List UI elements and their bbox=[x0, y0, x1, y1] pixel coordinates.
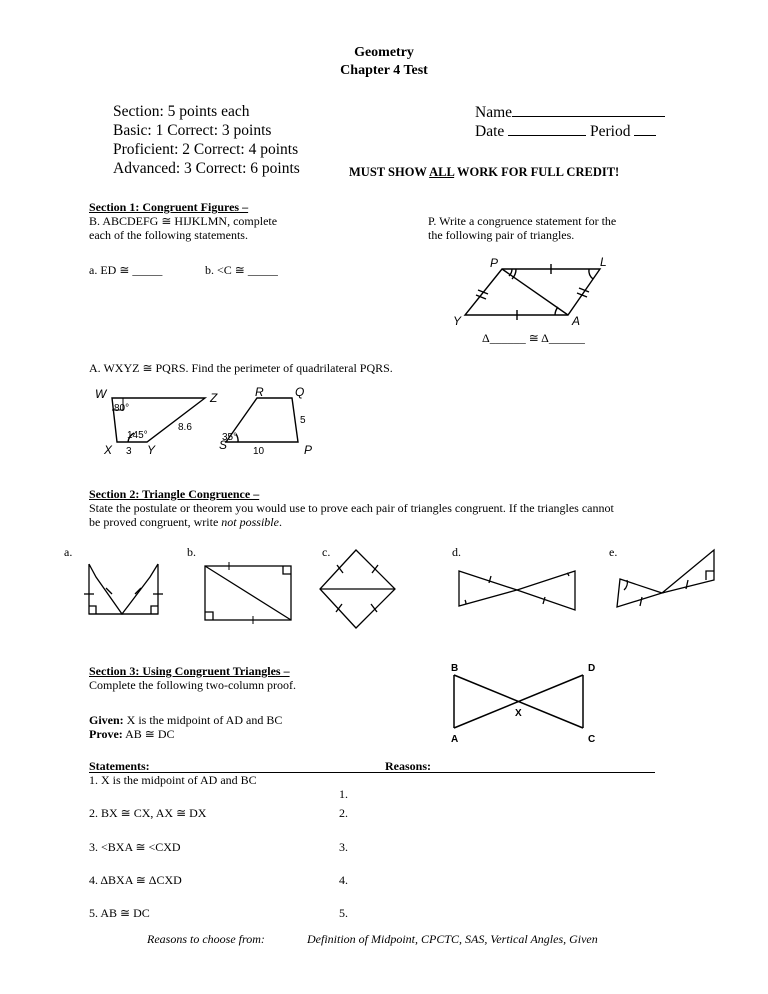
section3-instructions: Complete the following two-column proof. bbox=[89, 678, 296, 692]
vertex-label: Z bbox=[210, 391, 218, 405]
problem-label-d: d. bbox=[452, 545, 461, 559]
vertex-label: R bbox=[255, 385, 264, 399]
statements-header: Statements: bbox=[89, 759, 150, 773]
length-label: 3 bbox=[126, 446, 132, 457]
reasons-header: Reasons: bbox=[385, 759, 432, 773]
proof-reason-3[interactable]: 3. bbox=[339, 840, 348, 854]
length-label: 8.6 bbox=[178, 422, 192, 433]
page-title: Geometry bbox=[354, 45, 414, 60]
page-subtitle: Chapter 4 Test bbox=[340, 63, 428, 78]
section1-instructions: B. ABCDEFG ≅ HIJKLMN, complete bbox=[89, 214, 278, 228]
length-label: 10 bbox=[253, 446, 265, 457]
vertex-label: D bbox=[588, 663, 596, 674]
vertex-label: P bbox=[490, 256, 499, 270]
question-p-answer: Δ______ ≅ Δ______ bbox=[482, 331, 585, 345]
scoring-line: Proficient: 2 Correct: 4 points bbox=[113, 141, 299, 158]
proof-statement-5: 5. AB ≅ DC bbox=[89, 906, 150, 920]
vertex-label: Y bbox=[453, 314, 462, 328]
proof-reason-1[interactable]: 1. bbox=[339, 787, 348, 801]
proof-reason-5[interactable]: 5. bbox=[339, 906, 348, 920]
vertex-label: Q bbox=[295, 385, 305, 399]
section2-heading: Section 2: Triangle Congruence – bbox=[89, 487, 260, 501]
question-a-prompt: A. WXYZ ≅ PQRS. Find the perimeter of quadrilateral PQRS. bbox=[89, 361, 393, 375]
section2-instructions: State the postulate or theorem you would use to prove each pair of triangles congruent. If the triangles cannot bbox=[89, 501, 614, 515]
length-label: 5 bbox=[300, 415, 306, 426]
proof-statement-1: 1. X is the midpoint of AD and BC bbox=[89, 773, 257, 787]
vertex-label: L bbox=[600, 255, 607, 269]
reasons-choose-list: Definition of Midpoint, CPCTC, SAS, Vertical Angles, Given bbox=[307, 932, 598, 946]
question-p-prompt: the following pair of triangles. bbox=[428, 228, 575, 242]
problem-label-c: c. bbox=[322, 545, 331, 559]
proof-reason-2[interactable]: 2. bbox=[339, 806, 348, 820]
section2-instructions: be proved congruent, write not possible. bbox=[89, 515, 282, 529]
problem-label-a: a. bbox=[64, 545, 73, 559]
scoring-line: Section: 5 points each bbox=[113, 103, 250, 120]
vertex-label: C bbox=[588, 734, 596, 745]
angle-label: 145° bbox=[127, 430, 148, 441]
proof-statement-4: 4. ΔBXA ≅ ΔCXD bbox=[89, 873, 182, 887]
section1-heading: Section 1: Congruent Figures – bbox=[89, 200, 249, 214]
vertex-label: B bbox=[451, 663, 459, 674]
period-label: Period bbox=[590, 123, 631, 140]
work-notice: MUST SHOW ALL WORK FOR FULL CREDIT! bbox=[349, 165, 620, 179]
vertex-label: S bbox=[219, 438, 228, 452]
proof-statement-3: 3. <BXA ≅ <CXD bbox=[89, 840, 181, 854]
vertex-label: W bbox=[95, 387, 107, 401]
question-p-prompt: P. Write a congruence statement for the bbox=[428, 214, 617, 228]
proof-statement-2: 2. BX ≅ CX, AX ≅ DX bbox=[89, 806, 207, 820]
proof-reason-4[interactable]: 4. bbox=[339, 873, 348, 887]
prove-line: Prove: AB ≅ DC bbox=[89, 727, 175, 741]
problem-label-b: b. bbox=[187, 545, 196, 559]
vertex-label: Y bbox=[147, 443, 156, 457]
vertex-label: P bbox=[304, 443, 313, 457]
question-1a: a. ED ≅ _____ bbox=[89, 263, 163, 277]
vertex-label: A bbox=[451, 734, 459, 745]
date-label: Date bbox=[475, 123, 505, 140]
vertex-label: X bbox=[104, 443, 113, 457]
question-1b: b. <C ≅ _____ bbox=[205, 263, 278, 277]
scoring-line: Basic: 1 Correct: 3 points bbox=[113, 122, 272, 139]
angle-label: 80° bbox=[114, 403, 130, 414]
problem-label-e: e. bbox=[609, 545, 618, 559]
given-line: Given: X is the midpoint of AD and BC bbox=[89, 713, 283, 727]
section3-heading: Section 3: Using Congruent Triangles – bbox=[89, 664, 290, 678]
scoring-line: Advanced: 3 Correct: 6 points bbox=[113, 160, 300, 177]
section1-instructions: each of the following statements. bbox=[89, 228, 248, 242]
name-label: Name bbox=[475, 104, 513, 121]
vertex-label: A bbox=[572, 314, 581, 328]
vertex-label: X bbox=[515, 708, 522, 719]
angle-label: 35° bbox=[222, 432, 238, 443]
reasons-choose-label: Reasons to choose from: bbox=[147, 932, 265, 946]
